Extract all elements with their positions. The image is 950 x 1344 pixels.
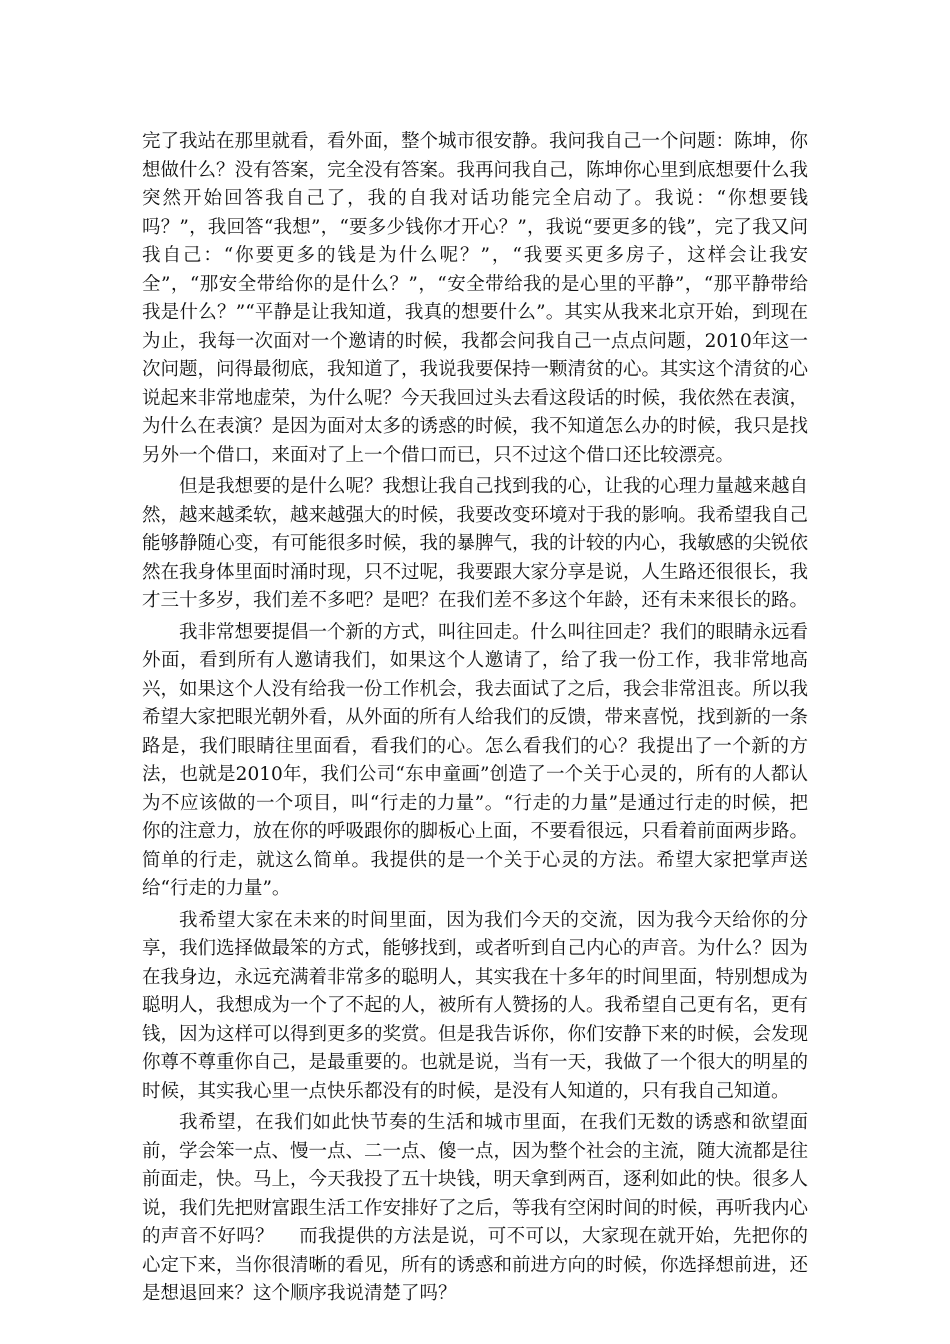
paragraph-3: 我非常想要提倡一个新的方式，叫往回走。什么叫往回走？我们的眼睛永远看外面，看到所有人邀请我们，如果这个人邀请了，给了我一份工作，我非常地高兴，如果这个人没有给我一份工作机会，我去面试了之后，我会非常沮丧。所以我希望大家把眼光朝外看，从外面的所有人给我们的反馈，带来喜悦，找到新的一条路是，我们眼睛往里面看，看我们的心。怎么看我们的心？我提出了一个新的方法，也就是2010年，我们公司“东申童画”创造了一个关于心灵的，所有的人都认为不应该做的一个项目，叫“行走的力量”。“行走的力量”是通过行走的时候，把你的注意力，放在你的呼吸跟你的脚板心上面，不要看很远，只看着前面两步路。简单的行走，就这么简单。我提供的是一个关于心灵的方法。希望大家把掌声送给“行走的力量”。 [142,621,809,899]
paragraph-1: 完了我站在那里就看，看外面，整个城市很安静。我问我自己一个问题：陈坤，你想做什么？没有答案，完全没有答案。我再问我自己，陈坤你心里到底想要什么我突然开始回答我自己了，我的自我对话功能完全启动了。我说：“你想要钱吗？”，我回答“我想”，“要多少钱你才开心？”，我说“要更多的钱”，完了我又问我自己：“你要更多的钱是为什么呢？”，“我要买更多房子，这样会让我安全”，“那安全带给你的是什么？”，“安全带给我的是心里的平静”，“那平静带给我是什么？”“平静是让我知道，我真的想要什么”。其实从我来北京开始，到现在为止，我每一次面对一个邀请的时候，我都会问我自己一点点问题，2010年这一次问题，问得最彻底，我知道了，我说我要保持一颗清贫的心。其实这个清贫的心说起来非常地虚荣，为什么呢？今天我回过头去看这段话的时候，我依然在表演，为什么在表演？是因为面对太多的诱惑的时候，我不知道怎么办的时候，我只是找另外一个借口，来面对了上一个借口而已，只不过这个借口还比较漂亮。 [142,131,809,466]
document-body [142,128,808,1312]
paragraph-2: 但是我想要的是什么呢？我想让我自己找到我的心，让我的心理力量越来越自然，越来越柔软，越来越强大的时候，我要改变环境对于我的影响。我希望我自己能够静随心变，有可能很多时候，我的暴脾气，我的计较的内心，我敏感的尖锐依然在我身体里面时涌时现，只不过呢，我要跟大家分享是说，人生路还很很长，我才三十多岁，我们差不多吧？是吧？在我们差不多这个年龄，还有未来很长的路。 [142,476,809,611]
paragraph-4: 我希望大家在未来的时间里面，因为我们今天的交流，因为我今天给你的分享，我们选择做最笨的方式，能够找到，或者听到自己内心的声音。为什么？因为在我身边，永远充满着非常多的聪明人，其实我在十多年的时间里面，特别想成为聪明人，我想成为一个了不起的人，被所有人赞扬的人。我希望自己更有名，更有钱，因为这样可以得到更多的奖赏。但是我告诉你，你们安静下来的时候，会发现你尊不尊重你自己，是最重要的。也就是说，当有一天，我做了一个很大的明星的时候，其实我心里一点快乐都没有的时候，是没有人知道的，只有我自己知道。 [142,909,809,1102]
paragraph-5: 我希望，在我们如此快节奏的生活和城市里面，在我们无数的诱惑和欲望面前，学会笨一点、慢一点、二一点、傻一点，因为整个社会的主流，随大流都是往前面走，快。马上，今天我投了五十块钱，明天拿到两百，逐利如此的快。很多人说，我们先把财富跟生活工作安排好了之后，等我有空闲时间的时候，再听我内心的声音不好吗？ 而我提供的方法是说，可不可以，大家现在就开始，先把你的心定下来，当你很清晰的看见，所有的诱惑和前进方向的时候，你选择想前进，还是想退回来？这个顺序我说清楚了吗？ [142,1112,809,1304]
